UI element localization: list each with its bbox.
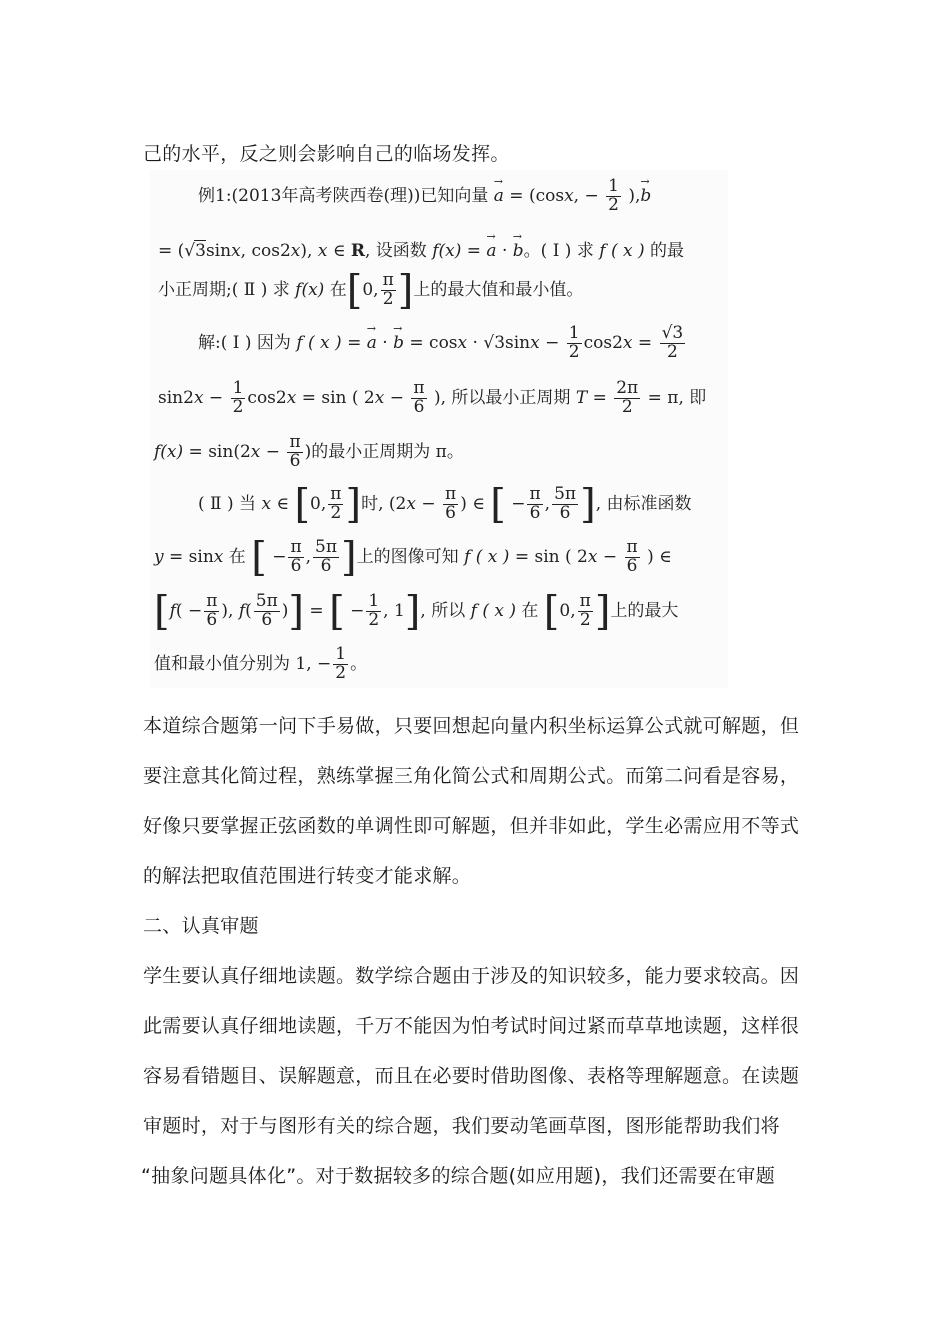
example-line-3: 小正周期;( Ⅱ ) 求 f(x) 在[0, $\frac{\pi}{2}$ ]上的最大值和最小值。 [158,267,584,314]
vector-a: → a [494,186,504,206]
solution-line-4: ( Ⅱ ) 当 x ∈ [0, $\frac{\pi}{2}$ ]时, (2x − $\frac{\pi}{6}$ ) ∈ [ − $\frac{\pi}{6}$ , $\frac{5\pi}{6}$ ], 由标准函数 [198,481,692,528]
solution-line-3: f(x) = sin(2x − $\frac{\pi}{6}$ )的最小正周期为 π。 [154,432,464,471]
paragraph-line: “抽象问题具体化”。对于数据较多的综合题(如应用题)，我们还需要在审题 [141,1165,776,1187]
paragraph-line: 好像只要掌握正弦函数的单调性即可解题，但并非如此，学生必需应用不等式 [143,815,800,837]
solution-line-6: [f( − $\frac{\pi}{6}$ ), f( $\frac{5\pi}{6}$ )] = [ − $\frac{1}{2}$ , 1], 所以 f ( x ) 在 [0, $\frac{\pi}{2}$ ]上的最大 [154,588,679,635]
solution-line-5: y = sinx 在 [ − $\frac{\pi}{6}$ , $\frac{5\pi}{6}$ ]上的图像可知 f ( x ) = sin ( 2x − $\frac{\pi}{6}$ ) ∈ [154,534,672,581]
paragraph-line: 本道综合题第一问下手易做，只要回想起向量内积坐标运算公式就可解题，但 [143,715,800,737]
example-line-1: 例1:(2013年高考陕西卷(理))已知向量 → a = (cosx, − $\frac{1}{2}$ ),→ b [198,178,651,215]
paragraph-line: 审题时，对于与图形有关的综合题，我们要动笔画草图，图形能帮助我们将 [143,1115,780,1137]
paragraph-line: 容易看错题目、误解题意，而且在必要时借助图像、表格等理解题意。在读题 [143,1065,800,1087]
solution-line-2: sin2x − $\frac{1}{2}$ cos2x = sin ( 2x − $\frac{\pi}{6}$ ), 所以最小正周期 T = $\frac{2\pi}{2}$ = π, 即 [158,378,707,417]
paragraph-line: 学生要认真仔细地读题。数学综合题由于涉及的知识较多，能力要求较高。因 [143,965,800,987]
paragraph-line: 的解法把取值范围进行转变才能求解。 [143,865,472,887]
solution-line-1: 解:( Ⅰ ) 因为 f ( x ) = → a · → b = cosx · √3sinx − $\frac{1}{2}$ cos2x = $\frac{√3}{2}$ [198,325,687,362]
paragraph-line: 要注意其化简过程，熟练掌握三角化简公式和周期公式。而第二问看是容易， [143,765,800,787]
example-line-2: = (√3sinx, cos2x), x ∈ R, 设函数 f(x) = → a · → b。( Ⅰ ) 求 f ( x ) 的最 [158,236,684,261]
scanned-example-image [150,170,728,688]
paragraph-line: 此需要认真仔细地读题，千万不能因为怕考试时间过紧而草草地读题，这样很 [143,1015,800,1037]
section-heading: 二、认真审题 [143,915,259,937]
solution-line-7: 值和最小值分别为 1, − $\frac{1}{2}$ 。 [154,644,368,683]
paragraph-line: 己的水平，反之则会影响自己的临场发挥。 [143,143,510,165]
